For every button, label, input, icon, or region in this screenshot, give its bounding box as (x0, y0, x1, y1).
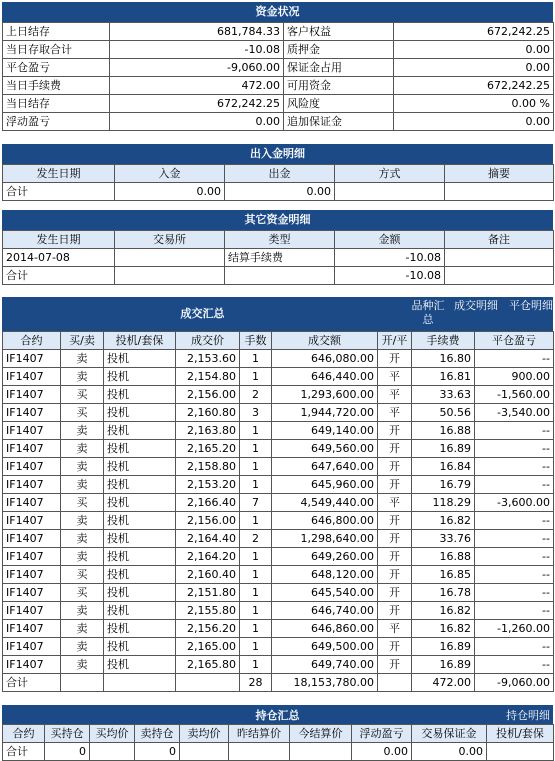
trades-header-side: 买/卖 (61, 332, 104, 350)
trade-cell-fee: 16.82 (412, 602, 475, 620)
trade-cell-hedge: 投机 (104, 602, 176, 620)
trade-cell-price: 2,156.00 (176, 386, 240, 404)
trade-cell-qty: 1 (240, 440, 272, 458)
trade-cell-open-close: 开 (378, 422, 412, 440)
capital-label: 质押金 (284, 41, 394, 59)
other-header-type: 类型 (225, 231, 335, 249)
table-row (3, 95, 554, 113)
trade-cell-side: 卖 (61, 512, 104, 530)
trade-cell-amount: 1,293,600.00 (272, 386, 378, 404)
trade-cell-open-close: 开 (378, 638, 412, 656)
trade-cell-contract: IF1407 (3, 584, 61, 602)
table-row (3, 530, 554, 548)
trade-cell-qty: 1 (240, 584, 272, 602)
trade-cell-qty: 1 (240, 656, 272, 674)
trade-cell-price: 2,153.60 (176, 350, 240, 368)
table-row (3, 77, 554, 95)
positions-total-label: 合计 (3, 743, 45, 761)
capital-label: 当日手续费 (3, 77, 110, 95)
trade-cell-hedge: 投机 (104, 368, 176, 386)
trade-cell-qty: 1 (240, 548, 272, 566)
trade-cell-close-pnl: -3,540.00 (475, 404, 554, 422)
trade-cell-contract: IF1407 (3, 530, 61, 548)
trade-cell-amount: 646,080.00 (272, 350, 378, 368)
capital-value: 0.00 (394, 113, 554, 131)
table-row (3, 59, 554, 77)
trade-cell-contract: IF1407 (3, 656, 61, 674)
trade-cell-price: 2,165.20 (176, 440, 240, 458)
inout-section (2, 144, 553, 201)
trades-section (2, 297, 553, 692)
trade-cell-contract: IF1407 (3, 404, 61, 422)
trade-cell-contract: IF1407 (3, 620, 61, 638)
trade-cell-side: 卖 (61, 368, 104, 386)
trade-cell-price: 2,155.80 (176, 602, 240, 620)
trade-cell-hedge: 投机 (104, 584, 176, 602)
inout-total-in: 0.00 (115, 183, 225, 201)
trade-cell-hedge: 投机 (104, 512, 176, 530)
trade-cell-open-close: 开 (378, 476, 412, 494)
capital-label: 保证金占用 (284, 59, 394, 77)
inout-header-out: 出金 (225, 165, 335, 183)
trade-cell-open-close: 开 (378, 440, 412, 458)
positions-header-buy-avg: 买均价 (90, 725, 135, 743)
other-table (2, 230, 554, 285)
table-row (3, 458, 554, 476)
table-row (3, 512, 554, 530)
trades-total-empty (61, 674, 104, 692)
trades-header-amount: 成交额 (272, 332, 378, 350)
trade-cell-amount: 1,298,640.00 (272, 530, 378, 548)
trade-cell-open-close: 开 (378, 458, 412, 476)
trades-header-close-pnl: 平仓盈亏 (475, 332, 554, 350)
positions-header-hedge: 投机/套保 (487, 725, 554, 743)
table-row (3, 602, 554, 620)
trade-cell-side: 买 (61, 584, 104, 602)
trades-header-hedge: 投机/套保 (104, 332, 176, 350)
inout-header-in: 入金 (115, 165, 225, 183)
trade-cell-hedge: 投机 (104, 530, 176, 548)
inout-total-note (445, 183, 554, 201)
trade-cell-open-close: 平 (378, 386, 412, 404)
capital-table (2, 22, 554, 131)
trade-cell-close-pnl: -3,600.00 (475, 494, 554, 512)
trade-cell-price: 2,165.00 (176, 638, 240, 656)
table-row (3, 350, 554, 368)
trade-cell-fee: 16.82 (412, 512, 475, 530)
positions-header-sell-avg: 卖均价 (180, 725, 229, 743)
capital-value: -10.08 (110, 41, 284, 59)
trades-total-pnl: -9,060.00 (475, 674, 554, 692)
trade-cell-side: 买 (61, 494, 104, 512)
trades-total-row (3, 674, 554, 692)
trade-cell-side: 卖 (61, 350, 104, 368)
trade-cell-open-close: 开 (378, 530, 412, 548)
trade-cell-side: 卖 (61, 476, 104, 494)
capital-label: 浮动盈亏 (3, 113, 110, 131)
other-header-note: 备注 (445, 231, 554, 249)
link-position-detail[interactable]: 持仓明细 (506, 709, 550, 722)
trade-cell-contract: IF1407 (3, 512, 61, 530)
table-row (3, 440, 554, 458)
trade-cell-open-close: 平 (378, 368, 412, 386)
trade-cell-hedge: 投机 (104, 404, 176, 422)
trade-cell-close-pnl: 900.00 (475, 368, 554, 386)
trade-cell-qty: 1 (240, 458, 272, 476)
trades-title: 成交汇总 (180, 307, 225, 320)
trade-cell-hedge: 投机 (104, 494, 176, 512)
capital-section (2, 2, 553, 131)
positions-header-buy-pos: 买持仓 (45, 725, 90, 743)
trade-cell-amount: 649,260.00 (272, 548, 378, 566)
trade-cell-fee: 16.82 (412, 620, 475, 638)
inout-header-date: 发生日期 (3, 165, 115, 183)
trade-cell-close-pnl: -- (475, 584, 554, 602)
positions-section (2, 705, 553, 761)
positions-header-margin: 交易保证金 (412, 725, 487, 743)
trade-cell-price: 2,164.40 (176, 530, 240, 548)
trade-cell-side: 卖 (61, 602, 104, 620)
capital-title: 资金状况 (2, 2, 553, 22)
trade-cell-qty: 3 (240, 404, 272, 422)
trade-cell-close-pnl: -- (475, 638, 554, 656)
trade-cell-contract: IF1407 (3, 566, 61, 584)
link-close-detail[interactable]: 平仓明细 (509, 299, 553, 312)
trade-cell-side: 卖 (61, 656, 104, 674)
trade-cell-fee: 33.63 (412, 386, 475, 404)
trade-cell-fee: 16.88 (412, 548, 475, 566)
trade-cell-fee: 16.85 (412, 566, 475, 584)
trade-cell-price: 2,151.80 (176, 584, 240, 602)
trade-cell-side: 卖 (61, 548, 104, 566)
trade-cell-open-close: 开 (378, 566, 412, 584)
trade-cell-side: 买 (61, 566, 104, 584)
positions-total-sell: 0 (135, 743, 180, 761)
trade-cell-fee: 16.89 (412, 656, 475, 674)
capital-label: 上日结存 (3, 23, 110, 41)
trade-cell-fee: 16.89 (412, 440, 475, 458)
trade-cell-amount: 646,800.00 (272, 512, 378, 530)
capital-label: 当日存取合计 (3, 41, 110, 59)
trade-cell-qty: 1 (240, 422, 272, 440)
trade-cell-price: 2,158.80 (176, 458, 240, 476)
inout-total-method (335, 183, 445, 201)
trades-header-price: 成交价 (176, 332, 240, 350)
positions-header-contract: 合约 (3, 725, 45, 743)
trade-cell-open-close: 开 (378, 602, 412, 620)
trade-cell-close-pnl: -- (475, 476, 554, 494)
capital-value: 672,242.25 (110, 95, 284, 113)
trade-cell-close-pnl: -1,560.00 (475, 386, 554, 404)
trade-cell-open-close: 开 (378, 512, 412, 530)
trade-cell-close-pnl: -- (475, 548, 554, 566)
trade-cell-amount: 4,549,440.00 (272, 494, 378, 512)
trade-cell-qty: 1 (240, 368, 272, 386)
table-row (3, 476, 554, 494)
trade-cell-amount: 646,740.00 (272, 602, 378, 620)
trades-total-fee: 472.00 (412, 674, 475, 692)
capital-value: 0.00 (394, 59, 554, 77)
trade-cell-side: 卖 (61, 530, 104, 548)
trade-cell-fee: 118.29 (412, 494, 475, 512)
trade-cell-open-close: 平 (378, 494, 412, 512)
trades-total-qty: 28 (240, 674, 272, 692)
trade-cell-price: 2,165.80 (176, 656, 240, 674)
capital-label: 平仓盈亏 (3, 59, 110, 77)
trade-cell-price: 2,156.20 (176, 620, 240, 638)
trade-cell-contract: IF1407 (3, 458, 61, 476)
trade-cell-amount: 649,140.00 (272, 422, 378, 440)
trade-cell-close-pnl: -- (475, 512, 554, 530)
capital-value: 0.00 (110, 113, 284, 131)
capital-value: 0.00 (394, 41, 554, 59)
table-row (3, 422, 554, 440)
trade-cell-qty: 1 (240, 350, 272, 368)
trade-cell-hedge: 投机 (104, 458, 176, 476)
trade-cell-open-close: 平 (378, 404, 412, 422)
trade-cell-close-pnl: -- (475, 566, 554, 584)
inout-header-method: 方式 (335, 165, 445, 183)
trade-cell-fee: 16.80 (412, 350, 475, 368)
positions-titlebar (2, 705, 553, 724)
trade-cell-open-close: 开 (378, 548, 412, 566)
trade-cell-qty: 1 (240, 566, 272, 584)
capital-label: 可用资金 (284, 77, 394, 95)
trade-cell-qty: 1 (240, 638, 272, 656)
link-trade-detail[interactable]: 成交明细 (454, 299, 498, 312)
positions-total-buy: 0 (45, 743, 90, 761)
other-header-date: 发生日期 (3, 231, 115, 249)
table-row (3, 41, 554, 59)
positions-header-float-pnl: 浮动盈亏 (352, 725, 412, 743)
trade-cell-price: 2,156.00 (176, 512, 240, 530)
inout-total-label: 合计 (3, 183, 115, 201)
trade-cell-hedge: 投机 (104, 638, 176, 656)
trade-cell-hedge: 投机 (104, 548, 176, 566)
positions-table (2, 724, 554, 761)
trade-cell-close-pnl: -1,260.00 (475, 620, 554, 638)
trade-cell-contract: IF1407 (3, 422, 61, 440)
trades-titlebar (2, 297, 553, 331)
other-header-amount: 金额 (335, 231, 445, 249)
trade-cell-close-pnl: -- (475, 602, 554, 620)
table-row (3, 249, 554, 267)
trade-cell-fee: 16.78 (412, 584, 475, 602)
trade-cell-contract: IF1407 (3, 386, 61, 404)
capital-label: 客户权益 (284, 23, 394, 41)
trade-cell-side: 卖 (61, 638, 104, 656)
trade-cell-qty: 1 (240, 512, 272, 530)
trade-cell-side: 卖 (61, 422, 104, 440)
trade-cell-close-pnl: -- (475, 458, 554, 476)
trade-cell-contract: IF1407 (3, 602, 61, 620)
table-row (3, 368, 554, 386)
positions-header-today-settle: 今结算价 (290, 725, 352, 743)
capital-value: 672,242.25 (394, 77, 554, 95)
capital-value: 672,242.25 (394, 23, 554, 41)
trades-total-amount: 18,153,780.00 (272, 674, 378, 692)
trade-cell-hedge: 投机 (104, 440, 176, 458)
trade-cell-contract: IF1407 (3, 548, 61, 566)
trade-cell-price: 2,160.80 (176, 404, 240, 422)
trade-cell-amount: 647,640.00 (272, 458, 378, 476)
trade-cell-side: 卖 (61, 620, 104, 638)
other-row-amount: -10.08 (335, 249, 445, 267)
trade-cell-hedge: 投机 (104, 476, 176, 494)
trade-cell-amount: 648,120.00 (272, 566, 378, 584)
other-header-exchange: 交易所 (115, 231, 225, 249)
trades-total-empty (176, 674, 240, 692)
trade-cell-side: 卖 (61, 440, 104, 458)
trades-header-qty: 手数 (240, 332, 272, 350)
inout-total-out: 0.00 (225, 183, 335, 201)
table-row (3, 620, 554, 638)
other-total-label: 合计 (3, 267, 115, 285)
inout-header-note: 摘要 (445, 165, 554, 183)
trades-header-fee: 手续费 (412, 332, 475, 350)
trade-cell-qty: 2 (240, 386, 272, 404)
trade-cell-hedge: 投机 (104, 566, 176, 584)
link-product-summary[interactable]: 品种汇总 (411, 299, 445, 326)
trade-cell-fee: 33.76 (412, 530, 475, 548)
trade-cell-close-pnl: -- (475, 656, 554, 674)
positions-total-margin: 0.00 (412, 743, 487, 761)
trades-header-contract: 合约 (3, 332, 61, 350)
capital-value: 681,784.33 (110, 23, 284, 41)
capital-value: -9,060.00 (110, 59, 284, 77)
other-section (2, 210, 553, 285)
trades-table (2, 331, 554, 692)
capital-label: 风险度 (284, 95, 394, 113)
trade-cell-amount: 649,740.00 (272, 656, 378, 674)
other-row-exchange (115, 249, 225, 267)
table-row (3, 566, 554, 584)
trade-cell-open-close: 开 (378, 350, 412, 368)
trade-cell-contract: IF1407 (3, 494, 61, 512)
trade-cell-hedge: 投机 (104, 386, 176, 404)
trade-cell-fee: 16.81 (412, 368, 475, 386)
trade-cell-fee: 16.84 (412, 458, 475, 476)
trade-cell-fee: 16.89 (412, 638, 475, 656)
trade-cell-price: 2,164.20 (176, 548, 240, 566)
trade-cell-hedge: 投机 (104, 620, 176, 638)
capital-label: 当日结存 (3, 95, 110, 113)
trade-cell-qty: 2 (240, 530, 272, 548)
other-total-amount: -10.08 (335, 267, 445, 285)
trade-cell-contract: IF1407 (3, 440, 61, 458)
trade-cell-qty: 1 (240, 620, 272, 638)
trade-cell-price: 2,163.80 (176, 422, 240, 440)
trades-total-label: 合计 (3, 674, 61, 692)
trade-cell-amount: 1,944,720.00 (272, 404, 378, 422)
trade-cell-amount: 649,560.00 (272, 440, 378, 458)
trade-cell-qty: 1 (240, 476, 272, 494)
trade-cell-amount: 645,960.00 (272, 476, 378, 494)
trade-cell-close-pnl: -- (475, 530, 554, 548)
table-row (3, 113, 554, 131)
trades-total-empty (378, 674, 412, 692)
trade-cell-amount: 646,440.00 (272, 368, 378, 386)
trade-cell-close-pnl: -- (475, 440, 554, 458)
trade-cell-hedge: 投机 (104, 422, 176, 440)
inout-table (2, 164, 554, 201)
trade-cell-qty: 7 (240, 494, 272, 512)
table-row (3, 548, 554, 566)
positions-total-float: 0.00 (352, 743, 412, 761)
trade-cell-qty: 1 (240, 602, 272, 620)
trade-cell-price: 2,154.80 (176, 368, 240, 386)
positions-title: 持仓汇总 (255, 709, 300, 722)
table-row (3, 656, 554, 674)
table-row (3, 23, 554, 41)
trade-cell-open-close: 开 (378, 656, 412, 674)
trade-cell-price: 2,153.20 (176, 476, 240, 494)
capital-value: 472.00 (110, 77, 284, 95)
trade-cell-contract: IF1407 (3, 638, 61, 656)
positions-header-sell-pos: 卖持仓 (135, 725, 180, 743)
trades-total-empty (104, 674, 176, 692)
trade-cell-close-pnl: -- (475, 422, 554, 440)
trade-cell-open-close: 平 (378, 620, 412, 638)
other-title: 其它资金明细 (2, 210, 553, 230)
trade-cell-price: 2,166.40 (176, 494, 240, 512)
trade-cell-side: 买 (61, 404, 104, 422)
trade-cell-hedge: 投机 (104, 350, 176, 368)
trade-cell-fee: 50.56 (412, 404, 475, 422)
trade-cell-contract: IF1407 (3, 368, 61, 386)
trade-cell-contract: IF1407 (3, 476, 61, 494)
trade-cell-fee: 16.88 (412, 422, 475, 440)
trade-cell-amount: 646,860.00 (272, 620, 378, 638)
other-row-date: 2014-07-08 (3, 249, 115, 267)
trade-cell-price: 2,160.40 (176, 566, 240, 584)
trade-cell-contract: IF1407 (3, 350, 61, 368)
trades-header-open-close: 开/平 (378, 332, 412, 350)
capital-label: 追加保证金 (284, 113, 394, 131)
trade-cell-close-pnl: -- (475, 350, 554, 368)
trade-cell-amount: 649,500.00 (272, 638, 378, 656)
table-row (3, 404, 554, 422)
table-row (3, 494, 554, 512)
positions-header-prev-settle: 昨结算价 (229, 725, 290, 743)
other-row-type: 结算手续费 (225, 249, 335, 267)
trade-cell-fee: 16.79 (412, 476, 475, 494)
table-row (3, 386, 554, 404)
trade-cell-amount: 645,540.00 (272, 584, 378, 602)
trade-cell-hedge: 投机 (104, 656, 176, 674)
table-row (3, 638, 554, 656)
trade-cell-side: 卖 (61, 458, 104, 476)
table-row (3, 584, 554, 602)
inout-title: 出入金明细 (2, 144, 553, 164)
capital-value: 0.00 % (394, 95, 554, 113)
other-row-note (445, 249, 554, 267)
trade-cell-open-close: 开 (378, 584, 412, 602)
trade-cell-side: 买 (61, 386, 104, 404)
